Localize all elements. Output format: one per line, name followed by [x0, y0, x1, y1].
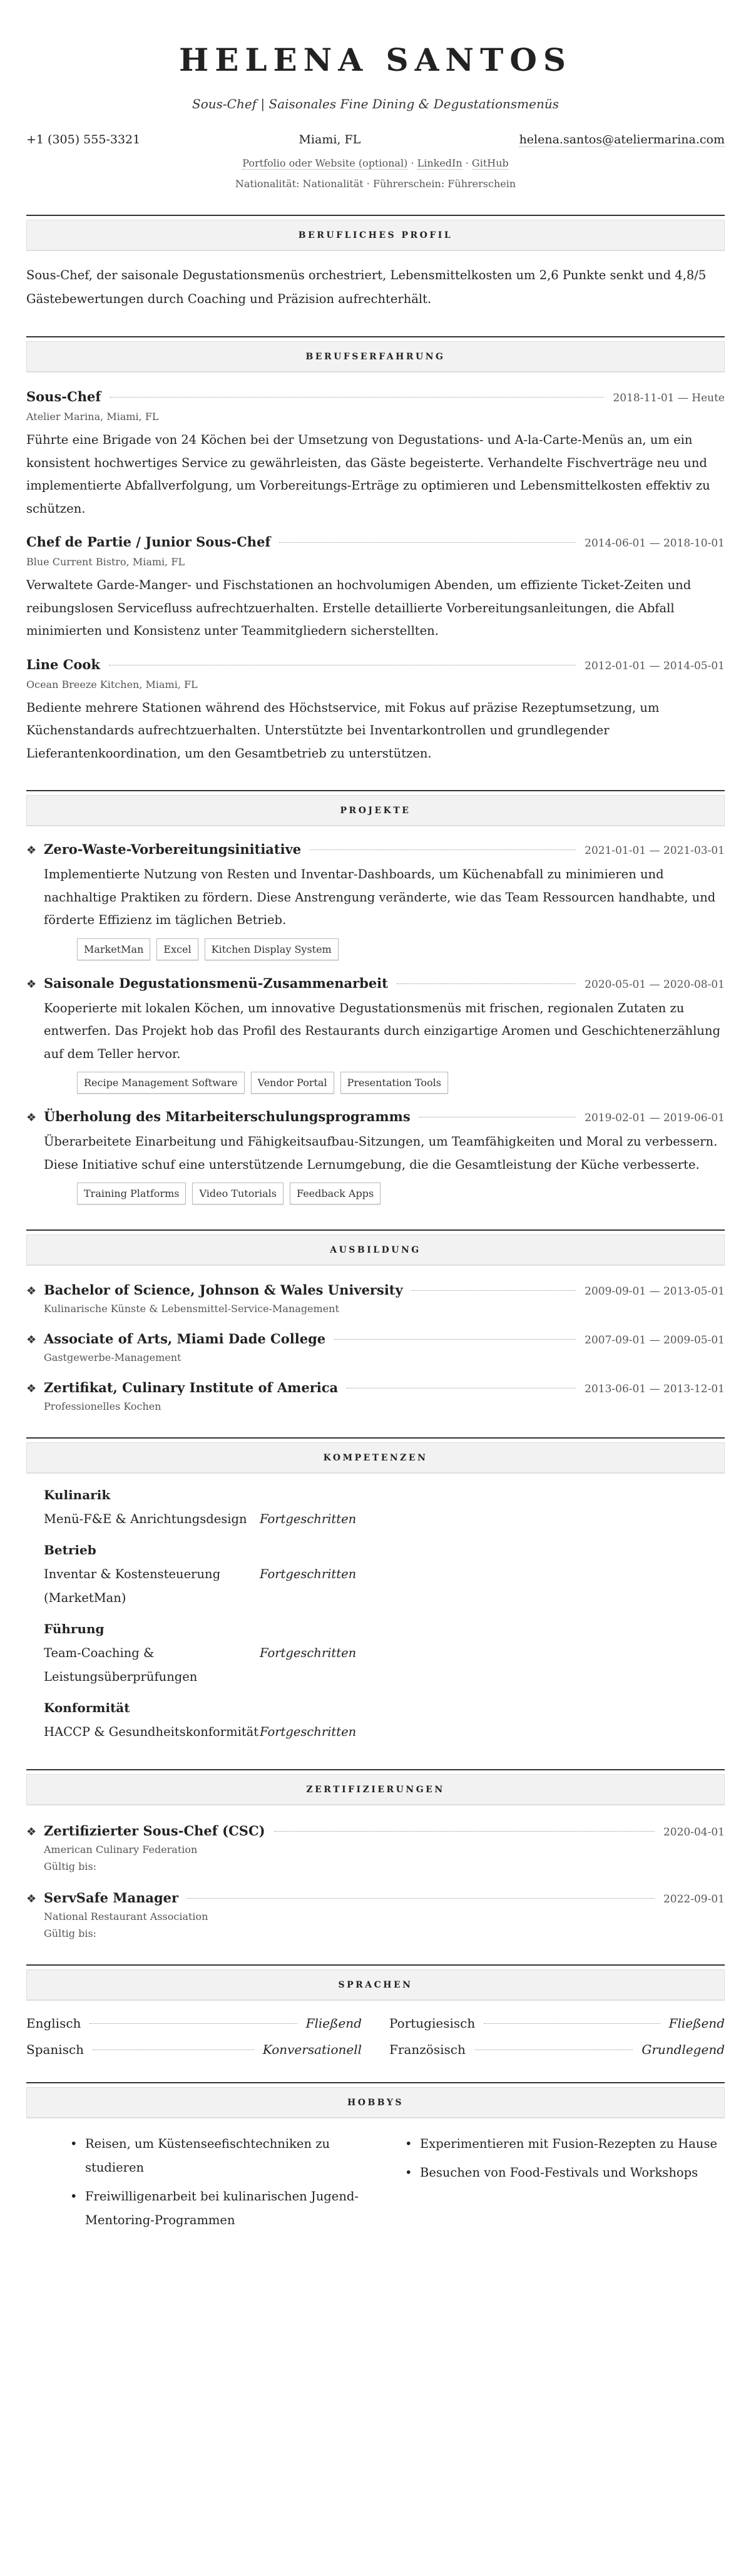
location: Miami, FL [299, 133, 361, 146]
tech-tag: Training Platforms [77, 1183, 186, 1204]
project-description: Kooperierte mit lokalen Köchen, um innovative Degustationsmenüs mit frischen, regionalen Zutaten zu entwerfen. Das Projekt hob das Profil des Restaurants durch einzigartige Aromen und Geschichtenerzählung auf dem Teller hervor. [44, 1000, 720, 1061]
issuer: National Restaurant Association [44, 1911, 208, 1922]
project-description: Überarbeitete Einarbeitung und Fähigkeitsaufbau-Sitzungen, um Teamfähigkeiten und Moral zu verbessern. Diese Initiative schuf eine unterstützende Lernumgebung, die die Gesamtleistung der Küche verbesserte. [44, 1134, 718, 1172]
education-entry [26, 1282, 725, 1315]
section-heading: HOBBYS [26, 2087, 725, 2118]
section-heading: ZERTIFIZIERUNGEN [26, 1774, 725, 1805]
resume-header [26, 36, 725, 190]
job-description: Führte eine Brigade von 24 Köchen bei der Umsetzung von Degustations- und A-la-Carte-Menüs an, um ein konsistent hochwertiges Service zu gewährleisten, das Gäste begeisterte. Verhandelte Fischverträge neu und implementierte Abfallverfolgung, um Vorbereitungs-Erträge zu optimieren und Lebensmittelkosten effektiv zu schützen. [26, 433, 710, 516]
separator: · [407, 157, 417, 169]
diamond-bullet-icon: ❖ [26, 1892, 37, 1906]
entry-title: Überholung des Mitarbeiterschulungsprogramms [44, 1109, 411, 1124]
language-name: Spanisch [26, 2042, 84, 2057]
entry-title: Zero-Waste-Vorbereitungsinitiative [44, 841, 302, 857]
section-heading: PROJEKTE [26, 795, 725, 826]
dotted-leader [89, 2023, 297, 2024]
tech-tag: Video Tutorials [192, 1183, 284, 1204]
company: Blue Current Bistro, Miami, FL [26, 556, 185, 568]
section-heading: BERUFSERFAHRUNG [26, 341, 725, 372]
experience-entry [26, 657, 725, 766]
github-link[interactable]: GitHub [471, 157, 509, 169]
skill-level: Fortgeschritten [260, 1725, 357, 1739]
language-level: Grundlegend [641, 2042, 725, 2057]
tech-tags [26, 1072, 725, 1094]
language-item [26, 2016, 362, 2031]
hobby-item: • Besuchen von Food-Festivals und Workshops [405, 2161, 725, 2185]
section-heading: KOMPETENZEN [26, 1442, 725, 1474]
entry-title: Bachelor of Science, Johnson & Wales University [44, 1282, 403, 1298]
separator: · [462, 157, 472, 169]
diamond-bullet-icon: ❖ [26, 1285, 37, 1298]
entry-title: Chef de Partie / Junior Sous-Chef [26, 534, 271, 550]
issuer: American Culinary Federation [44, 1844, 198, 1855]
title-row [26, 1823, 725, 1839]
hobby-list-left [70, 2132, 390, 2237]
section-heading: BERUFLICHES PROFIL [26, 220, 725, 251]
hobby-item: • Reisen, um Küstenseefischtechniken zu studieren [70, 2132, 390, 2180]
experience-entry [26, 534, 725, 643]
diamond-bullet-icon: ❖ [26, 844, 37, 857]
entry-title: ServSafe Manager [44, 1890, 179, 1906]
project-entry [26, 1109, 725, 1204]
language-level: Fließend [305, 2016, 362, 2031]
tech-tag: Recipe Management Software [77, 1072, 245, 1094]
project-description: Implementierte Nutzung von Resten und Inventar-Dashboards, um Küchenabfall zu minimieren und nachhaltige Praktiken zu fördern. Diese Anstrengung veränderte, wie das Team Ressourcen handhabte, und förderte Effizienz im täglichen Betrieb. [44, 867, 716, 927]
job-description: Bediente mehrere Stationen während des Höchstservice, mit Fokus auf präzise Rezeptumsetzung, um Küchenstandards aufrechtzuerhalten. Unterstützte bei Inventarkontrollen und grundlegender Lieferantenkoordination, um den Gesamtbetrieb zu unterstützen. [26, 700, 660, 761]
project-entry [26, 975, 725, 1094]
title-row [26, 1109, 725, 1124]
diamond-bullet-icon: ❖ [26, 1333, 37, 1347]
hobby-item: • Experimentieren mit Fusion-Rezepten zu Hause [405, 2132, 725, 2156]
tech-tag: MarketMan [77, 938, 150, 960]
education-section [26, 1229, 725, 1412]
skill-name: Team-Coaching & Leistungsüberprüfungen [44, 1646, 198, 1684]
language-item [26, 2042, 362, 2057]
tech-tag: Excel [156, 938, 198, 960]
tech-tags [26, 938, 725, 960]
tech-tags [26, 1183, 725, 1204]
entry-title: Line Cook [26, 656, 100, 672]
title-row [26, 1890, 725, 1906]
dotted-leader [397, 983, 576, 984]
title-row [26, 1331, 725, 1347]
valid-until: Gültig bis: [44, 1860, 97, 1872]
entry-date: 2021-01-01 — 2021-03-01 [585, 844, 725, 857]
entry-date: 2014-06-01 — 2018-10-01 [585, 537, 725, 550]
skill-level: Fortgeschritten [260, 1512, 357, 1526]
entry-date: 2019-02-01 — 2019-06-01 [585, 1112, 725, 1124]
dotted-leader [412, 1290, 576, 1291]
certification-entry [26, 1823, 725, 1872]
skill-category: Kulinarik [44, 1487, 111, 1502]
skill-level: Fortgeschritten [260, 1646, 357, 1660]
skill-category: Führung [44, 1621, 105, 1636]
hobby-item: • Freiwilligenarbeit bei kulinarischen Jugend-Mentoring-Programmen [70, 2185, 390, 2232]
skill-category: Konformität [44, 1700, 130, 1715]
skill-item [44, 1720, 725, 1744]
entry-title: Zertifikat, Culinary Institute of America [44, 1380, 339, 1395]
entry-date: 2020-04-01 [663, 1826, 725, 1839]
hobby-list-right [405, 2132, 725, 2237]
profile-links [26, 157, 725, 169]
dotted-leader [187, 1898, 655, 1899]
email-link[interactable]: helena.santos@ateliermarina.com [519, 133, 725, 146]
skill-name: Menü-F&E & Anrichtungsdesign [44, 1512, 247, 1526]
title-row [26, 975, 725, 991]
experience-section [26, 336, 725, 765]
skill-category: Betrieb [44, 1542, 96, 1557]
dotted-leader [274, 1831, 655, 1832]
tech-tag: Kitchen Display System [205, 938, 339, 960]
education-entry [26, 1380, 725, 1412]
language-name: Französisch [389, 2042, 466, 2057]
job-description: Verwaltete Garde-Manger- und Fischstationen an hochvolumigen Abenden, um effiziente Ticket-Zeiten und reibungslosen Servicefluss aufrechtzuerhalten. Erstelle detaillierte Vorbereitungsanleitungen, die Abfall minimierten und Konsistenz unter Teammitgliedern sicherstellten. [26, 578, 692, 638]
section-heading: SPRACHEN [26, 1969, 725, 2001]
experience-entry [26, 389, 725, 520]
candidate-headline: Sous-Chef | Saisonales Fine Dining & Degustationsmenüs [192, 96, 559, 111]
field-of-study: Gastgewerbe-Management [44, 1352, 181, 1363]
company: Ocean Breeze Kitchen, Miami, FL [26, 678, 198, 690]
tech-tag: Vendor Portal [251, 1072, 334, 1094]
contact-row [26, 133, 725, 147]
valid-until: Gültig bis: [44, 1927, 97, 1939]
entry-title: Saisonale Degustationsmenü-Zusammenarbeit [44, 975, 388, 991]
dotted-leader [310, 849, 576, 850]
title-row [26, 1380, 725, 1395]
certifications-section [26, 1769, 725, 1939]
entry-title: Associate of Arts, Miami Dade College [44, 1331, 326, 1347]
language-item [389, 2016, 725, 2031]
title-row [26, 534, 725, 550]
diamond-bullet-icon: ❖ [26, 1111, 37, 1124]
entry-title: Sous-Chef [26, 389, 101, 404]
diamond-bullet-icon: ❖ [26, 1382, 37, 1395]
entry-date: 2018-11-01 — Heute [613, 392, 725, 404]
entry-date: 2020-05-01 — 2020-08-01 [585, 978, 725, 991]
diamond-bullet-icon: ❖ [26, 977, 37, 991]
dotted-leader [334, 1339, 576, 1340]
profile-section [26, 215, 725, 311]
education-entry [26, 1331, 725, 1363]
certification-entry [26, 1890, 725, 1939]
skill-item [44, 1563, 725, 1610]
languages-section [26, 1964, 725, 2057]
phone: +1 (305) 555-3321 [26, 133, 141, 146]
dotted-leader [110, 397, 604, 398]
entry-title: Zertifizierter Sous-Chef (CSC) [44, 1823, 265, 1839]
section-heading: AUSBILDUNG [26, 1234, 725, 1266]
dotted-leader [279, 542, 576, 543]
tech-tag: Feedback Apps [290, 1183, 381, 1204]
language-item [389, 2042, 725, 2057]
entry-date: 2013-06-01 — 2013-12-01 [585, 1383, 725, 1395]
title-row [26, 389, 725, 404]
linkedin-link[interactable]: LinkedIn [417, 157, 462, 169]
entry-date: 2012-01-01 — 2014-05-01 [585, 659, 725, 672]
title-row [26, 657, 725, 672]
language-level: Fließend [668, 2016, 725, 2031]
projects-section [26, 790, 725, 1204]
skill-item [44, 1641, 725, 1689]
field-of-study: Professionelles Kochen [44, 1400, 161, 1412]
profile-summary: Sous-Chef, der saisonale Degustationsmenüs orchestriert, Lebensmittelkosten um 2,6 Punkte senkt und 4,8/5 Gästebewertungen durch Coaching und Präzision aufrechterhält. [26, 268, 707, 306]
candidate-name: HELENA SANTOS [179, 41, 572, 78]
title-row [26, 1282, 725, 1298]
dotted-leader [484, 2023, 660, 2024]
language-level: Konversationell [262, 2042, 362, 2057]
entry-date: 2007-09-01 — 2009-05-01 [585, 1334, 725, 1347]
entry-date: 2009-09-01 — 2013-05-01 [585, 1285, 725, 1298]
skill-name: Inventar & Kostensteuerung (MarketMan) [44, 1567, 221, 1605]
diamond-bullet-icon: ❖ [26, 1825, 37, 1839]
field-of-study: Kulinarische Künste & Lebensmittel-Service-Management [44, 1303, 339, 1315]
language-name: Portugiesisch [389, 2016, 476, 2031]
skill-item [44, 1507, 725, 1531]
skills-section [26, 1437, 725, 1744]
portfolio-link[interactable]: Portfolio oder Website (optional) [242, 157, 408, 169]
project-entry [26, 841, 725, 960]
language-name: Englisch [26, 2016, 81, 2031]
personal-meta: Nationalität: Nationalität · Führerschein: Führerschein [235, 178, 516, 190]
skill-level: Fortgeschritten [260, 1567, 357, 1581]
entry-date: 2022-09-01 [663, 1893, 725, 1906]
company: Atelier Marina, Miami, FL [26, 411, 159, 423]
title-row [26, 841, 725, 857]
tech-tag: Presentation Tools [340, 1072, 448, 1094]
skill-name: HACCP & Gesundheitskonformität [44, 1725, 259, 1739]
hobbies-section [26, 2082, 725, 2237]
